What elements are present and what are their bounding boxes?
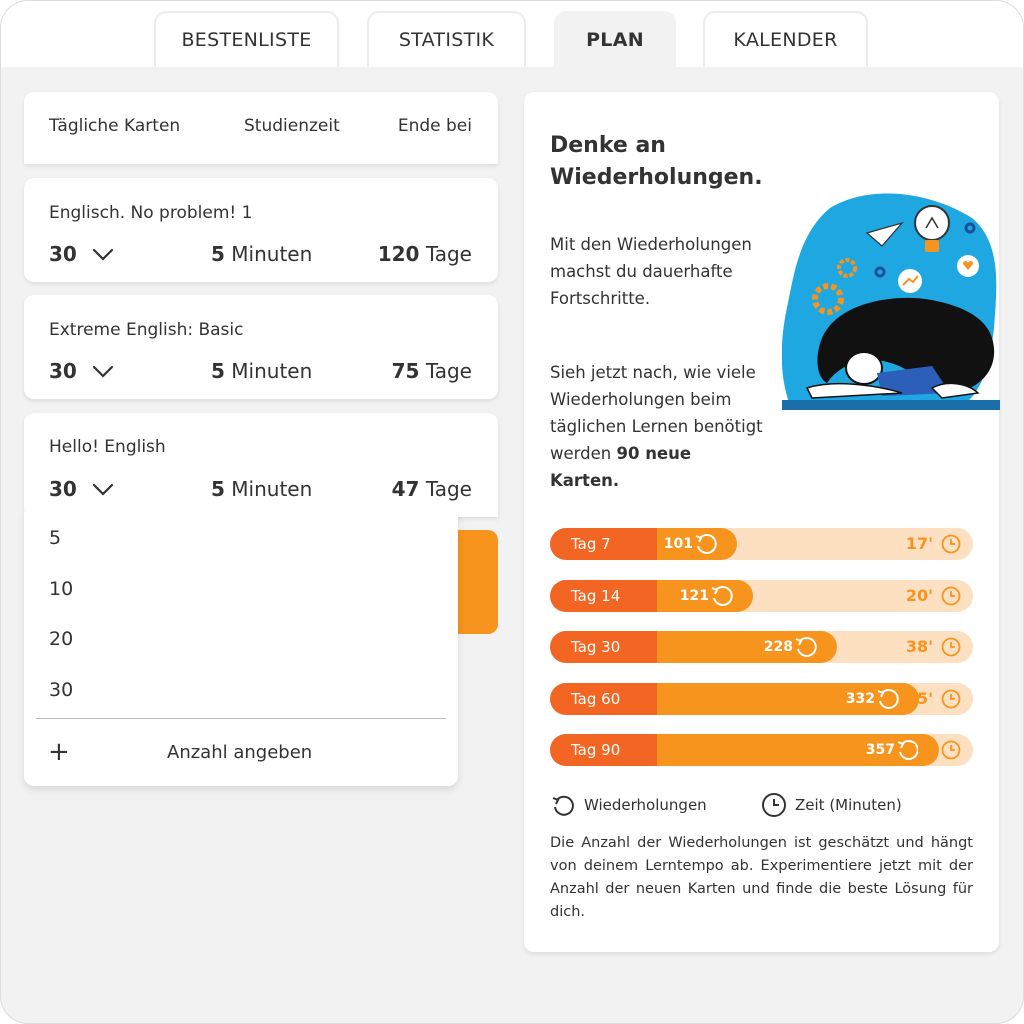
tab-plan[interactable]: PLAN [554,11,676,67]
repetitions-value: 121 [679,588,709,604]
repetitions-value: 101 [663,536,693,552]
forecast-bar [550,734,973,766]
study-time-value: 5 Minuten [211,242,313,266]
repeat-icon [875,686,901,712]
daily-cards-value[interactable]: 30 [49,477,77,501]
clock-icon [941,534,961,554]
legend-time: Zeit (Minuten) [761,792,902,818]
deck-row [49,359,472,389]
time-value: 55' [905,689,933,708]
tab-kalender[interactable]: KALENDER [703,11,868,67]
plus-icon[interactable]: + [48,737,70,767]
header-study-time: Studienzeit [244,116,340,136]
tab-statistik[interactable]: STATISTIK [367,11,526,67]
clock-icon [941,586,961,606]
legend-repetitions: Wiederholungen [550,792,707,818]
end-days-value: 120 Tage [377,242,472,266]
dropdown-divider [36,718,446,719]
repetitions-value: 228 [763,639,793,655]
deck-card [24,413,498,517]
repeat-icon [793,634,819,660]
time-value: 60' [905,740,933,759]
repetitions-info-card [524,92,999,952]
forecast-day-label: Tag 14 [550,580,657,612]
chevron-down-icon[interactable] [91,479,115,499]
repeat-icon [693,531,719,557]
deck-title: Englisch. No problem! 1 [49,203,253,223]
forecast-day-label: Tag 90 [550,734,657,766]
info-footer-text: Die Anzahl der Wiederholungen ist geschätzt und hängt von deinem Lerntempo ab. Experimentiere jetzt mit der Anzahl der neuen Karten und finde die beste Lösung für dich. [550,835,973,920]
deck-title: Extreme English: Basic [49,320,244,340]
deck-card [24,178,498,282]
info-paragraph: Mit den Wiederholungen machst du dauerhafte Fortschritte. [550,235,752,308]
repeat-icon [709,583,735,609]
repetitions-value: 332 [845,691,875,707]
daily-cards-value[interactable]: 30 [49,359,77,383]
plan-table-header [24,92,498,164]
chevron-down-icon[interactable] [91,361,115,381]
custom-amount-button[interactable]: Anzahl angeben [167,742,313,763]
forecast-day-label: Tag 30 [550,631,657,663]
clock-icon [941,637,961,657]
deck-card [24,295,498,399]
daily-cards-dropdown [24,511,458,786]
repeat-icon [550,792,576,818]
time-value: 17' [905,534,933,553]
deck-row [49,477,472,507]
forecast-bar [550,631,973,663]
forecast-bar [550,683,973,715]
dropdown-option[interactable]: 10 [49,578,74,600]
dropdown-option[interactable]: 5 [49,527,62,549]
time-value: 20' [905,586,933,605]
clock-icon [761,792,787,818]
forecast-day-label: Tag 60 [550,683,657,715]
info-title: Denke an Wiederholungen. [550,133,763,190]
deck-row [49,242,472,272]
dropdown-option[interactable]: 30 [49,679,74,701]
clock-icon [941,740,961,760]
deck-title: Hello! English [49,437,166,457]
time-value: 38' [905,637,933,656]
forecast-day-label: Tag 7 [550,528,657,560]
tab-bestenliste[interactable]: BESTENLISTE [154,11,339,67]
clock-icon [941,689,961,709]
study-time-value: 5 Minuten [211,477,313,501]
repetitions-value: 357 [865,742,895,758]
end-days-value: 75 Tage [391,359,472,383]
chevron-down-icon[interactable] [91,244,115,264]
study-time-value: 5 Minuten [211,359,313,383]
daily-cards-value[interactable]: 30 [49,242,77,266]
forecast-bar [550,580,973,612]
info-paragraph: Sieh jetzt nach, wie viele Wiederholungen beim täglichen Lernen benötigt werden 90 neue Karten. [550,363,763,490]
forecast-bar [550,528,973,560]
tab-bar [1,1,1024,67]
header-daily-cards: Tägliche Karten [49,116,181,136]
dropdown-option[interactable]: 20 [49,628,74,650]
header-end-at: Ende bei [397,116,472,136]
end-days-value: 47 Tage [391,477,472,501]
person-thinking-illustration [782,188,1000,414]
